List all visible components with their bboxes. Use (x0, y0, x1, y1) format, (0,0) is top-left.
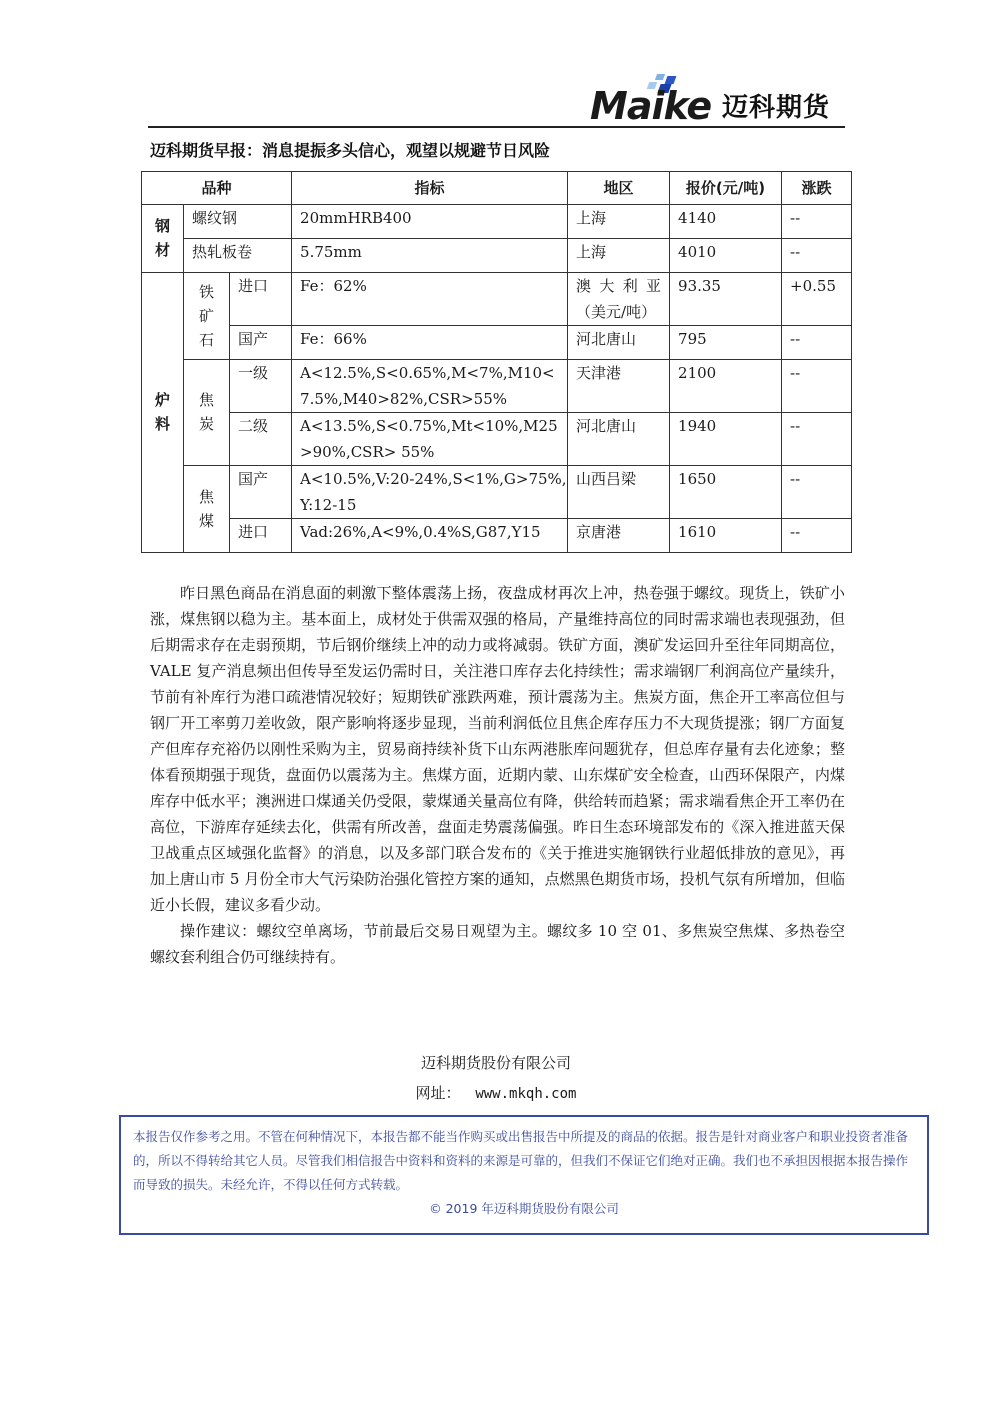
price-cell: 4140 (670, 205, 782, 239)
subcategory-label: 焦煤 (198, 487, 214, 530)
region-note: （美元/吨） (576, 303, 657, 321)
price-cell: 1610 (670, 519, 782, 553)
grade-cell: 二级 (230, 413, 292, 466)
spec-cell: 20mmHRB400 (292, 205, 568, 239)
region-cell: 上海 (568, 239, 670, 273)
col-header-region: 地区 (568, 172, 670, 205)
spec-cell: A<13.5%,S<0.75%,Mt<10%,M25>90%,CSR> 55% (292, 413, 568, 466)
category-label: 钢材 (154, 217, 170, 259)
col-header-change: 涨跌 (782, 172, 852, 205)
subcategory-cell (184, 273, 230, 360)
website-link[interactable]: www.mkqh.com (475, 1086, 577, 1102)
col-header-variety: 品种 (142, 172, 292, 205)
report-title: 迈科期货早报：消息提振多头信心，观望以规避节日风险 (150, 141, 551, 160)
company-logo (590, 74, 850, 128)
table-row (142, 326, 852, 360)
change-cell: -- (782, 519, 852, 553)
table-row (142, 519, 852, 553)
subcategory-label: 铁矿石 (198, 282, 214, 349)
subcategory-label: 焦炭 (198, 391, 214, 433)
col-header-spec: 指标 (292, 172, 568, 205)
region-cell: 上海 (568, 205, 670, 239)
change-cell: -- (782, 360, 852, 413)
category-cell (142, 205, 184, 273)
grade-cell: 一级 (230, 360, 292, 413)
table-row (142, 273, 852, 326)
logo-chinese-name: 迈科期货 (722, 93, 831, 123)
grade-cell: 进口 (230, 519, 292, 553)
logo-wordmark: Maike (590, 84, 712, 128)
col-header-price: 报价(元/吨) (670, 172, 782, 205)
price-cell: 93.35 (670, 273, 782, 326)
copyright-text: © 2019 年迈科期货股份有限公司 (429, 1201, 619, 1216)
trading-advice-paragraph: 操作建议：螺纹空单离场，节前最后交易日观望为主。螺纹多 10 空 01、多焦炭空焦煤、多热卷空螺纹套利组合仍可继续持有。 (150, 922, 845, 966)
price-table (141, 171, 852, 553)
change-cell: -- (782, 239, 852, 273)
spec-cell: Fe：66% (292, 326, 568, 360)
spec-cell: Fe：62% (292, 273, 568, 326)
region-cell: 河北唐山 (568, 326, 670, 360)
product-name: 热轧板卷 (184, 239, 292, 273)
disclaimer-box (119, 1115, 929, 1235)
region-name: 澳大利亚 (576, 277, 662, 295)
region-cell: 山西吕梁 (568, 466, 670, 519)
spec-cell: A<10.5%,V:20-24%,S<1%,G>75%,Y:12-15 (292, 466, 568, 519)
change-cell: -- (782, 205, 852, 239)
spec-cell: 5.75mm (292, 239, 568, 273)
table-row (142, 466, 852, 519)
spec-cell: Vad:26%,A<9%,0.4%S,G87,Y15 (292, 519, 568, 553)
grade-cell: 国产 (230, 326, 292, 360)
header-divider (148, 126, 845, 128)
table-row (142, 360, 852, 413)
price-cell: 4010 (670, 239, 782, 273)
company-name: 迈科期货股份有限公司 (420, 1054, 571, 1072)
category-label: 炉料 (154, 391, 170, 433)
grade-cell: 国产 (230, 466, 292, 519)
table-row (142, 413, 852, 466)
market-commentary-paragraph: 昨日黑色商品在消息面的刺激下整体震荡上扬，夜盘成材再次上冲，热卷强于螺纹。现货上，铁矿小涨，煤焦钢以稳为主。基本面上，成材处于供需双强的格局，产量维持高位的同时需求端也表现强劲，但后期需求存在走弱预期，节后钢价继续上冲的动力或将减弱。铁矿方面，澳矿发运回升至往年同期高位，VALE 复产消息频出但传导至发运仍需时日，关注港口库存去化持续性；需求端钢厂利润高位产量续升，节前有补库行为港口疏港情况较好；短期铁矿涨跌两难，预计震荡为主。焦炭方面，焦企开工率高位但与钢厂开工率剪刀差收敛，限产影响将逐步显现，当前利润低位且焦企库存压力不大现货提涨；钢厂方面复产但库存充裕仍以刚性采购为主，贸易商持续补货下山东两港胀库问题犹存，但总库存量有去化迹象；整体看预期强于现货，盘面仍以震荡为主。焦煤方面，近期内蒙、山东煤矿安全检查，山西环保限产，内煤库存中低水平；澳洲进口煤通关仍受限，蒙煤通关量高位有降，供给转而趋紧；需求端看焦企开工率仍在高位，下游库存延续去化，供需有所改善，盘面走势震荡偏强。昨日生态环境部发布的《深入推进蓝天保卫战重点区域强化监督》的消息，以及多部门联合发布的《关于推进实施钢铁行业超低排放的意见》，再加上唐山市 5 月份全市大气污染防治强化管控方案的通知，点燃黑色期货市场，投机气氛有所增加，但临近小长假，建议多看少动。 (150, 584, 845, 914)
table-header-row (142, 172, 852, 205)
disclaimer-text: 本报告仅作参考之用。不管在何种情况下，本报告都不能当作购买或出售报告中所提及的商品的依据。报告是针对商业客户和职业投资者准备的，所以不得转给其它人员。尽管我们相信报告中资料和资料的来源是可靠的，但我们不保证它们绝对正确。我们也不承担因根据本报告操作而导致的损失。未经允许，不得以任何方式转载。 (133, 1129, 909, 1192)
spec-cell: A<12.5%,S<0.65%,M<7%,M10<7.5%,M40>82%,CSR>55% (292, 360, 568, 413)
grade-cell: 进口 (230, 273, 292, 326)
website-label: 网址： (415, 1084, 461, 1102)
category-cell (142, 273, 184, 553)
region-cell: 河北唐山 (568, 413, 670, 466)
website-line (0, 1080, 992, 1107)
subcategory-cell (184, 360, 230, 466)
product-name: 螺纹钢 (184, 205, 292, 239)
table-row (142, 205, 852, 239)
report-body (150, 580, 845, 970)
region-cell: 天津港 (568, 360, 670, 413)
region-cell: 京唐港 (568, 519, 670, 553)
price-cell: 2100 (670, 360, 782, 413)
change-cell: -- (782, 326, 852, 360)
price-cell: 795 (670, 326, 782, 360)
change-cell: -- (782, 413, 852, 466)
subcategory-cell (184, 466, 230, 553)
region-cell (568, 273, 670, 326)
price-cell: 1940 (670, 413, 782, 466)
table-row (142, 239, 852, 273)
change-cell: -- (782, 466, 852, 519)
change-cell: +0.55 (782, 273, 852, 326)
price-cell: 1650 (670, 466, 782, 519)
